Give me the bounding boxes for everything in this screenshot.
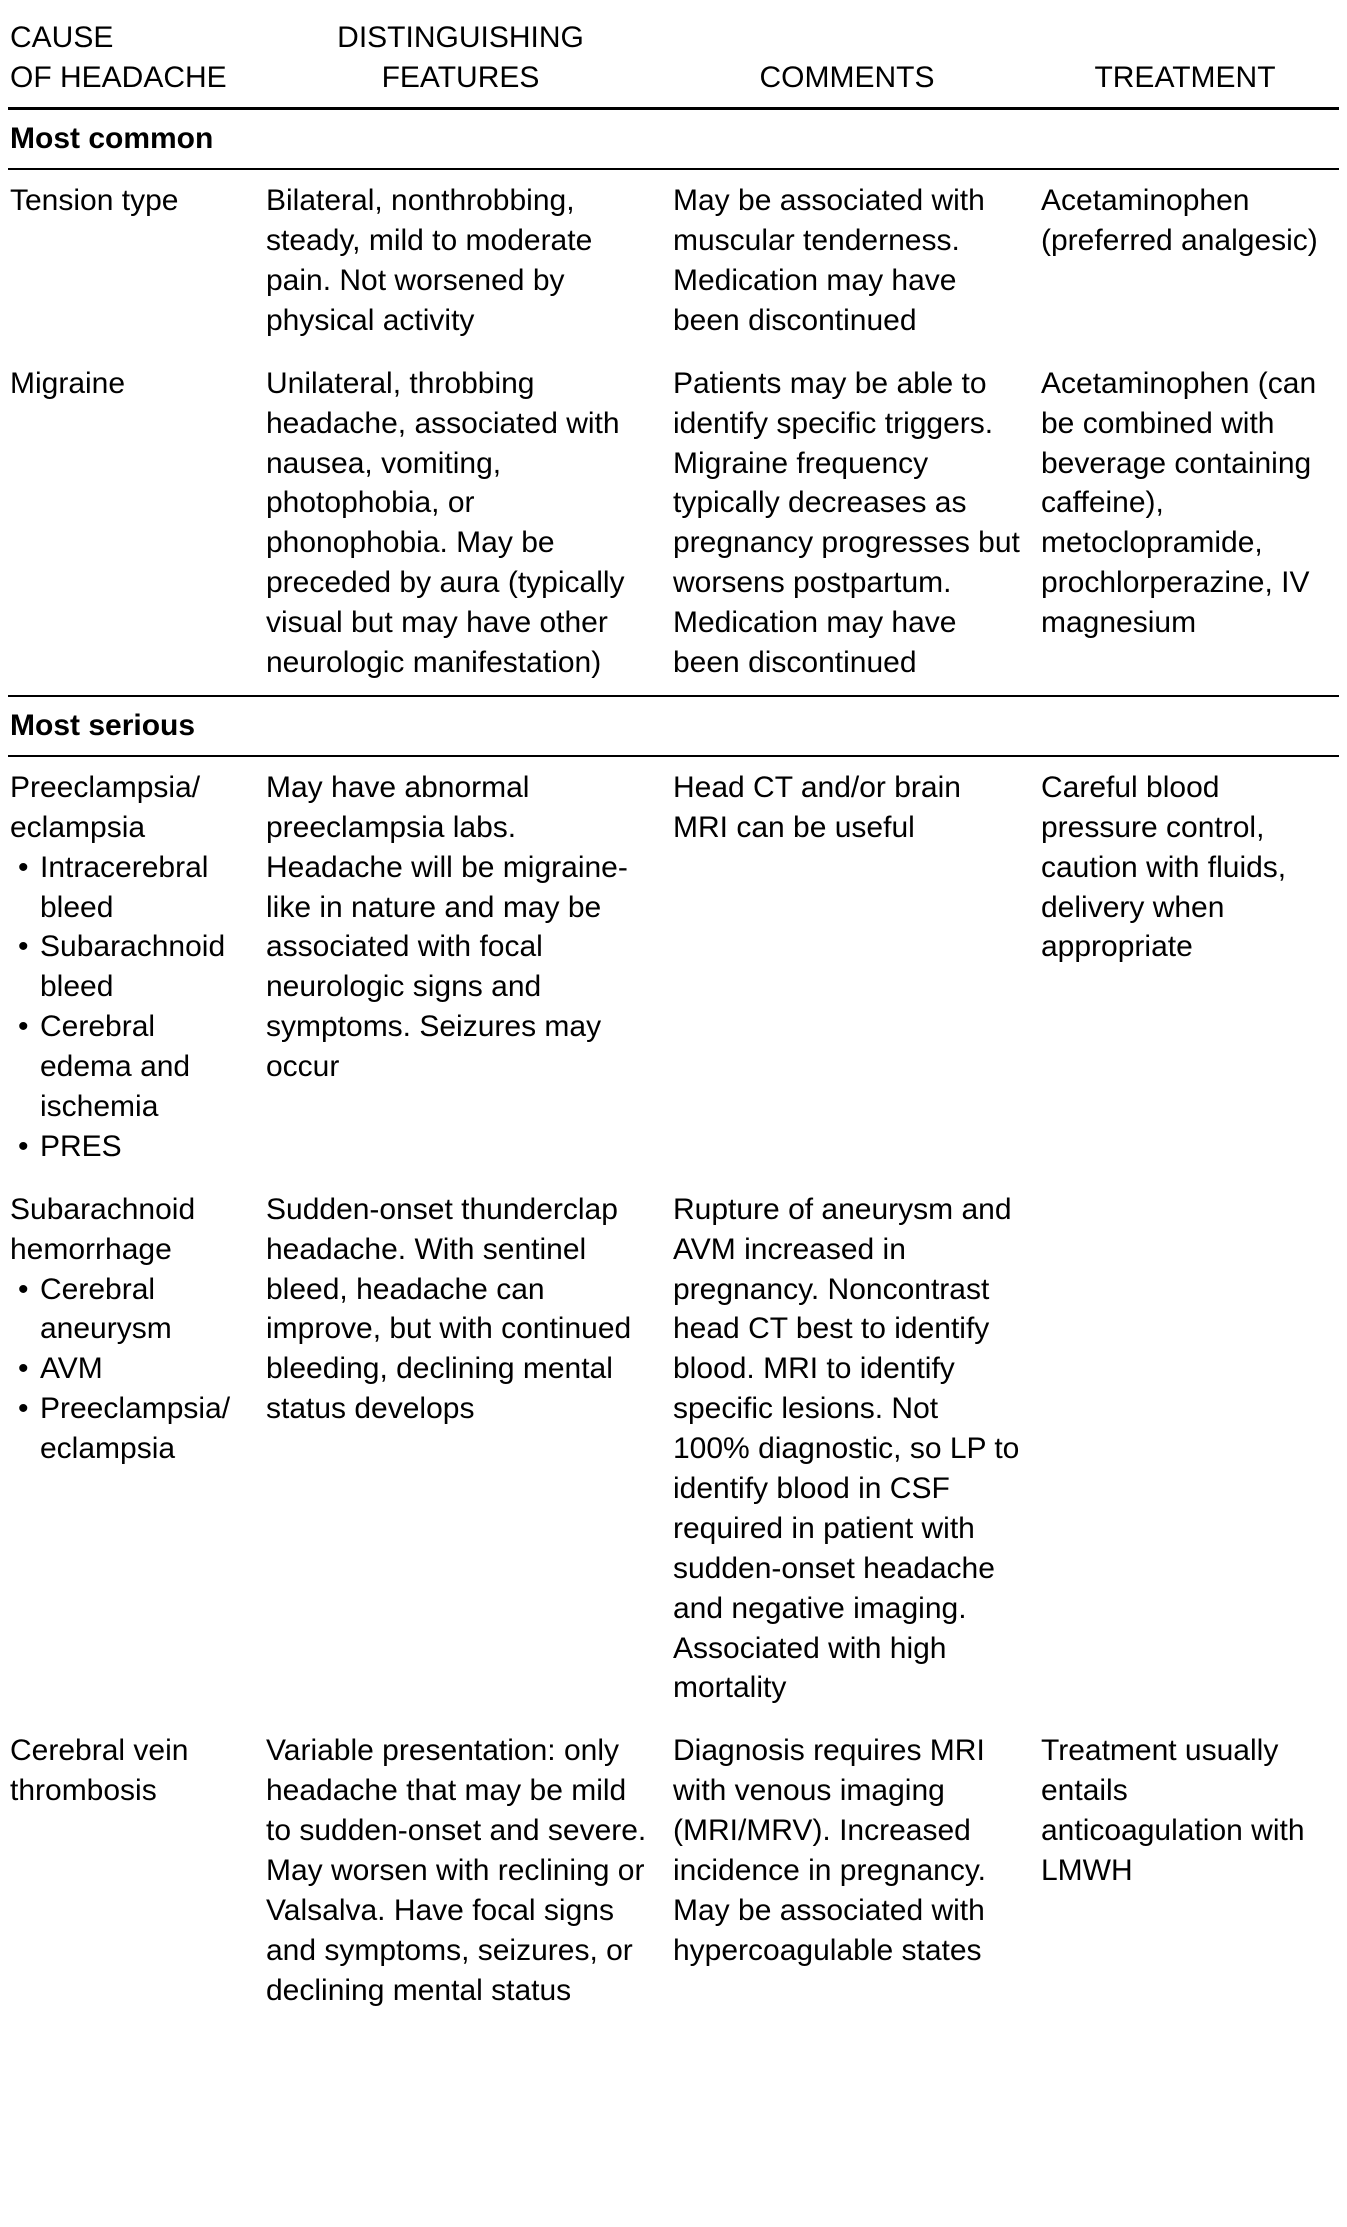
- cause-bullet-list: [10, 1270, 248, 1469]
- section-title: Most common: [8, 109, 1339, 170]
- list-item: • AVM: [10, 1349, 248, 1389]
- cell-treatment: [1031, 1179, 1339, 1721]
- cause-bullet-list: [10, 848, 248, 1167]
- table-row: [8, 756, 1339, 1179]
- cell-cause: [8, 756, 258, 1179]
- headache-causes-table: [8, 18, 1339, 2023]
- table-row: [8, 353, 1339, 696]
- column-header-features-line2: FEATURES: [381, 60, 540, 94]
- column-header-treatment: TREATMENT: [1094, 60, 1276, 94]
- list-item: • Subarachnoid bleed: [10, 927, 248, 1007]
- cell-treatment: Careful blood pressure control, caution with fluids, delivery when appropriate: [1041, 770, 1287, 964]
- section-header-row: [8, 697, 1339, 756]
- cell-features: May have abnormal preeclampsia labs. Headache will be migraine-like in nature and may be associated with focal neurologic signs and symptoms. Seizures may occur: [266, 770, 628, 1084]
- section-header-row: [8, 109, 1339, 170]
- cell-treatment: Treatment usually entails anticoagulation with LMWH: [1041, 1734, 1305, 1888]
- table-row: [8, 169, 1339, 353]
- cell-treatment: Acetaminophen (can be combined with beverage containing caffeine), metoclopramide, prochlorperazine, IV magnesium: [1041, 366, 1317, 640]
- cell-comments: Patients may be able to identify specific triggers. Migraine frequency typically decreases as pregnancy progresses but worsens postpartum. Medication may have been discontinued: [673, 366, 1020, 679]
- section-title: Most serious: [8, 697, 1339, 756]
- table-header-row: [8, 18, 1339, 107]
- cell-features: Bilateral, nonthrobbing, steady, mild to moderate pain. Not worsened by physical activity: [266, 184, 593, 337]
- list-item: • Preeclampsia/ eclampsia: [10, 1389, 248, 1469]
- cell-cause: Migraine: [10, 366, 126, 400]
- cell-cause: Cerebral vein thrombosis: [10, 1734, 189, 1808]
- cell-treatment: Acetaminophen (preferred analgesic): [1041, 184, 1318, 258]
- cell-cause: Tension type: [10, 184, 179, 218]
- list-item: • Intracerebral bleed: [10, 848, 248, 928]
- list-item: • Cerebral aneurysm: [10, 1270, 248, 1350]
- table-body: [8, 109, 1339, 2023]
- table-row: [8, 1720, 1339, 2022]
- cell-features: Unilateral, throbbing headache, associated with nausea, vomiting, photophobia, or phonophobia. May be preceded by aura (typically visual but may have other neurologic manifestation): [266, 366, 625, 679]
- cell-cause: [8, 1179, 258, 1721]
- list-item: • Cerebral edema and ischemia: [10, 1007, 248, 1127]
- cell-cause-lead: Subarachnoid hemorrhage: [10, 1192, 196, 1266]
- cell-comments: May be associated with muscular tenderness. Medication may have been discontinued: [673, 184, 985, 337]
- column-header-cause-line2: OF HEADACHE: [10, 60, 227, 94]
- cell-comments: Head CT and/or brain MRI can be useful: [673, 770, 961, 844]
- cell-features: Sudden-onset thunderclap headache. With sentinel bleed, headache can improve, but with continued bleeding, declining mental status develops: [266, 1192, 632, 1426]
- table-header: [8, 18, 1339, 109]
- column-header-comments: COMMENTS: [759, 60, 935, 94]
- cell-cause-lead: Preeclampsia/ eclampsia: [10, 770, 201, 844]
- cell-comments: Rupture of aneurysm and AVM increased in pregnancy. Noncontrast head CT best to identify blood. MRI to identify specific lesions. Not 100% diagnostic, so LP to identify blood in CSF required in patient with sudden-onset headache and negative imaging. Associated with high mortality: [673, 1192, 1020, 1705]
- table-row: [8, 1179, 1339, 1721]
- column-header-cause: [8, 18, 258, 107]
- list-item: • PRES: [10, 1127, 248, 1167]
- column-header-features: [258, 18, 663, 107]
- cell-features: Variable presentation: only headache that may be mild to sudden-onset and severe. May worsen with reclining or Valsalva. Have focal signs and symptoms, seizures, or declining mental status: [266, 1734, 647, 2007]
- column-header-features-line1: DISTINGUISHING: [337, 21, 584, 54]
- column-header-cause-line1: CAUSE: [10, 21, 114, 54]
- cell-comments: Diagnosis requires MRI with venous imaging (MRI/MRV). Increased incidence in pregnancy. May be associated with hypercoagulable states: [673, 1734, 986, 1967]
